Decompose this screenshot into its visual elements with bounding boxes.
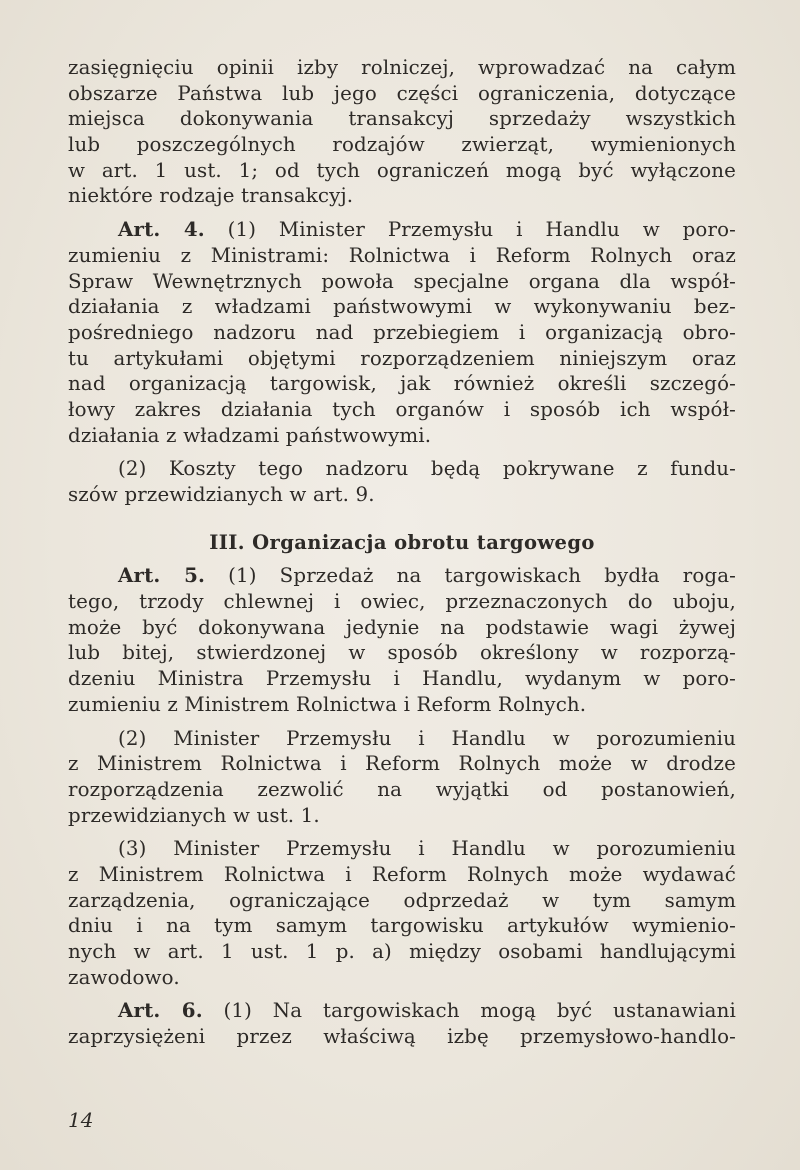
article-6-first-line <box>68 998 736 1024</box>
article-4-label: Art. 4. <box>118 217 205 242</box>
text-line: (2) Koszty tego nadzoru będą pokrywane z fundu- <box>118 457 736 481</box>
text-line: (2) Minister Przemysłu i Handlu w porozumieniu <box>118 726 736 750</box>
text-line: w art. 1 ust. 1; od tych ograniczeń mogą być wyłączone <box>68 158 736 182</box>
text-line: lub bitej, stwierdzonej w sposób określony w rozporzą- <box>68 641 736 665</box>
text-line: Spraw Wewnętrznych powoła specjalne organa dla współ- <box>68 269 736 293</box>
text-line: zawodowo. <box>68 965 180 989</box>
text-line: dzeniu Ministra Przemysłu i Handlu, wydanym w poro- <box>68 667 736 691</box>
article-6-label: Art. 6. <box>118 998 203 1023</box>
text-line: z Ministrem Rolnictwa i Reform Rolnych może w drodze <box>68 752 736 776</box>
article-4-first-line <box>68 217 736 243</box>
text-line: nad organizacją targowisk, jak również określi szczegó- <box>68 372 736 396</box>
text-line: działania z władzami państwowymi w wykonywaniu bez- <box>68 295 736 319</box>
text-line: niektóre rodzaje transakcyj. <box>68 184 354 208</box>
text-line: (1) Na targowiskach mogą być ustanawiani <box>223 999 736 1023</box>
text-line: zasięgnięciu opinii izby rolniczej, wprowadzać na całym <box>68 56 736 79</box>
text-line: działania z władzami państwowymi. <box>68 423 432 447</box>
text-line: rozporządzenia zezwolić na wyjątki od postanowień, <box>68 777 736 801</box>
text-line: tego, trzody chlewnej i owiec, przeznaczonych do uboju, <box>68 590 736 614</box>
text-line: zumieniu z Ministrem Rolnictwa i Reform Rolnych. <box>68 692 587 716</box>
text-line: może być dokonywana jedynie na podstawie wagi żywej <box>68 615 736 639</box>
text-line: nych w art. 1 ust. 1 p. a) między osobami handlującymi <box>68 940 736 963</box>
text-line: pośredniego nadzoru nad przebiegiem i organizacją obro- <box>68 320 736 344</box>
text-line: miejsca dokonywania transakcyj sprzedaży wszystkich <box>68 107 736 131</box>
text-line: (3) Minister Przemysłu i Handlu w porozumieniu <box>118 837 736 861</box>
text-line: z Ministrem Rolnictwa i Reform Rolnych może wydawać <box>68 862 736 886</box>
text-line: dniu i na tym samym targowisku artykułów wymienio- <box>68 914 736 938</box>
text-line: lub poszczególnych rodzajów zwierząt, wymienionych <box>68 133 736 157</box>
text-line: (1) Minister Przemysłu i Handlu w poro- <box>227 218 736 242</box>
text-line: szów przewidzianych w art. 9. <box>68 483 375 506</box>
text-line: łowy zakres działania tych organów i sposób ich współ- <box>68 397 736 421</box>
text-line: przewidzianych w ust. 1. <box>68 803 320 827</box>
text-line: zarządzenia, ograniczające odprzedaż w tym samym <box>68 888 736 912</box>
article-5-label: Art. 5. <box>118 563 206 588</box>
text-line: (1) Sprzedaż na targowiskach bydła roga- <box>228 564 736 588</box>
text-line: tu artykułami objętymi rozporządzeniem niniejszym oraz <box>68 346 736 370</box>
text-line: zumieniu z Ministrami: Rolnictwa i Reform Rolnych oraz <box>68 243 736 267</box>
text-line: obszarze Państwa lub jego części ograniczenia, dotyczące <box>68 81 736 105</box>
body-text <box>68 55 736 1050</box>
page-number: 14 <box>68 1108 94 1132</box>
section-heading: III. Organizacja obrotu targowego <box>209 530 595 554</box>
text-line: zaprzysiężeni przez właściwą izbę przemysłowo-handlo- <box>68 1025 736 1049</box>
article-5-first-line <box>68 563 736 589</box>
